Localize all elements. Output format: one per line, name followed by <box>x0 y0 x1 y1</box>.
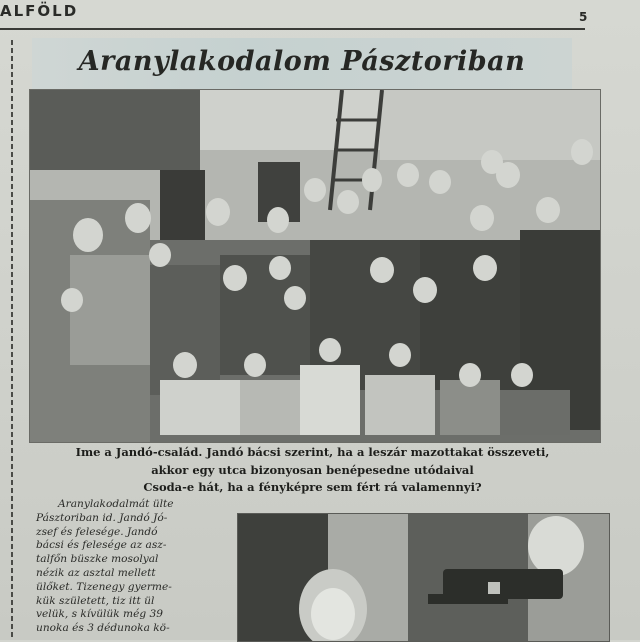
body-line: talfőn büszke mosolyal <box>36 553 159 566</box>
main-family-photo <box>29 89 601 443</box>
second-photo-image <box>238 514 609 641</box>
masthead-title: ALFÖLD <box>0 2 79 20</box>
photo-caption <box>40 444 585 497</box>
body-line: bácsi és felesége az asz- <box>36 539 167 552</box>
article-headline: Aranylakodalom Pásztoriban <box>78 46 526 77</box>
main-photo-image <box>30 90 600 442</box>
body-line: Aranylakodalmát ülte <box>58 498 174 510</box>
body-line: unoka és 3 dédunoka kö- <box>36 622 170 635</box>
article-body <box>36 498 222 636</box>
header-rule <box>0 28 585 30</box>
body-line: kük született, tiz itt ül <box>36 594 155 607</box>
body-line: zsef és felesége. Jandó <box>36 525 158 538</box>
body-line: velük, s kívülük még 39 <box>36 608 163 621</box>
caption-line: Ime a Jandó-család. Jandó bácsi szerint, ha a leszár mazottakat összeveti, <box>75 445 550 459</box>
body-line: Pásztoriban id. Jandó Jó- <box>36 511 168 524</box>
body-line: ülőket. Tizenegy gyerme- <box>36 580 172 593</box>
page-number: 5 <box>579 10 588 24</box>
caption-line: akkor egy utca bizonyosan benépesedne utódaival <box>151 462 474 477</box>
caption-line: Csoda-e hát, ha a fényképre sem fért rá valamennyi? <box>143 480 482 494</box>
column-rule <box>11 40 13 640</box>
body-line: nézik az asztal mellett <box>36 566 156 579</box>
second-photo <box>237 513 610 642</box>
